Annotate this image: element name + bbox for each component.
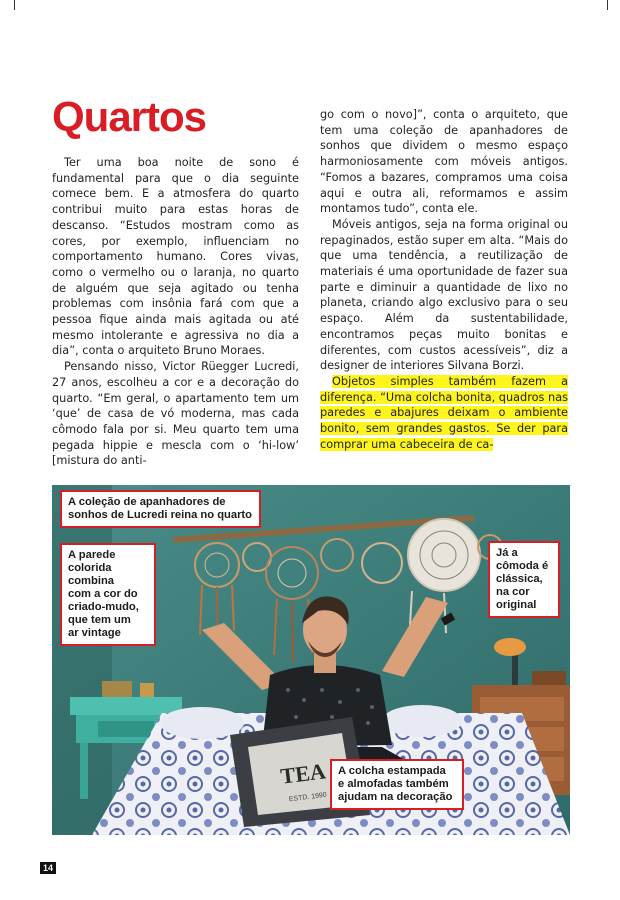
crop-mark-left xyxy=(14,0,15,10)
callout-line: ajudam na decoração xyxy=(338,791,453,803)
callout-line: ar vintage xyxy=(68,627,121,639)
callout-wall xyxy=(60,543,156,646)
callout-line: na cor xyxy=(496,586,530,598)
paragraph-4: Móveis antigos, seja na forma original ou repaginados, estão super em alta. “Mais do que uma tendência, a reutilização de materiais é uma oportunidade de fazer sua parte e diminuir a quantidade de lixo no planeta, criando algo exclusivo para o seu espaço. Além da sustentabilidade, encontramos peças muito bonitas e diferentes, com custos acessíveis”, diz a designer de interiores Silvana Borzi. xyxy=(320,217,568,373)
article-column-right xyxy=(320,107,568,452)
callout-line: A parede xyxy=(68,549,116,561)
callout-line: A colcha estampada xyxy=(338,765,446,777)
pillow-subtext: ESTD. 1990 xyxy=(288,791,328,804)
callout-line: original xyxy=(496,599,537,611)
bedroom-photo xyxy=(52,485,570,835)
callout-line: sonhos de Lucredi reina no quarto xyxy=(68,509,252,521)
callout-dresser xyxy=(488,541,560,618)
callout-line: Já a xyxy=(496,547,518,559)
paragraph-1: Ter uma boa noite de sono é fundamental para que o dia seguinte comece bem. E a atmosfera do quarto contribui muito para estas horas de descanso. “Estudos mostram como as cores, por exemplo, influenciam no comportamento humano. Cores vivas, como o vermelho ou o laranja, no quarto de alguém que seja agitado ou tenha problemas com insônia fará com que a pessoa fique ainda mais agitada ou até mesmo intolerante e agressiva no dia a dia”, conta o arquiteto Bruno Moraes. xyxy=(52,156,299,358)
pillow-text: TEA xyxy=(279,758,328,789)
callout-line: clássica, xyxy=(496,573,543,585)
callout-line: colorida xyxy=(68,562,112,574)
callout-line: com a cor do xyxy=(68,588,138,600)
callout-line: criado-mudo, xyxy=(68,601,139,613)
bedroom-illustration xyxy=(52,485,570,835)
article-column-left xyxy=(52,155,299,469)
callout-line: e almofadas também xyxy=(338,778,449,790)
paragraph-5-highlighted xyxy=(320,374,568,453)
crop-mark-right xyxy=(607,0,608,10)
callout-line: A coleção de apanhadores de xyxy=(68,496,226,508)
callout-line: que tem um xyxy=(68,614,131,626)
highlighted-text: Objetos simples também fazem a diferença. “Uma colcha bonita, quadros nas paredes e abajures deixam o ambiente bonito, sem grandes gastos. Se der para comprar uma cabeceira de ca- xyxy=(320,374,568,451)
callout-line: cômoda é xyxy=(496,560,549,572)
article-title: Quartos xyxy=(52,93,207,140)
page-number: 14 xyxy=(40,862,56,874)
paragraph-2: Pensando nisso, Victor Rüegger Lucredi, 27 anos, escolheu a cor e a decoração do quarto. “Em geral, o apartamento tem um ‘que’ de casa de vó moderna, mas cada cômodo fala por si. Meu quarto tem uma pegada hippie e mescla com o ‘hi-low’ [mistura do anti- xyxy=(52,360,299,468)
callout-dreamcatchers xyxy=(60,490,261,528)
callout-line: combina xyxy=(68,575,115,587)
paragraph-3: go com o novo]”, conta o arquiteto, que tem uma coleção de apanhadores de sonhos que dividem o mesmo espaço harmoniosamente com móveis antigos. “Fomos a bazares, compramos uma coisa aqui e outra ali, reformamos e assim montamos tudo”, conta ele. xyxy=(320,108,568,216)
callout-bedspread xyxy=(330,759,464,810)
